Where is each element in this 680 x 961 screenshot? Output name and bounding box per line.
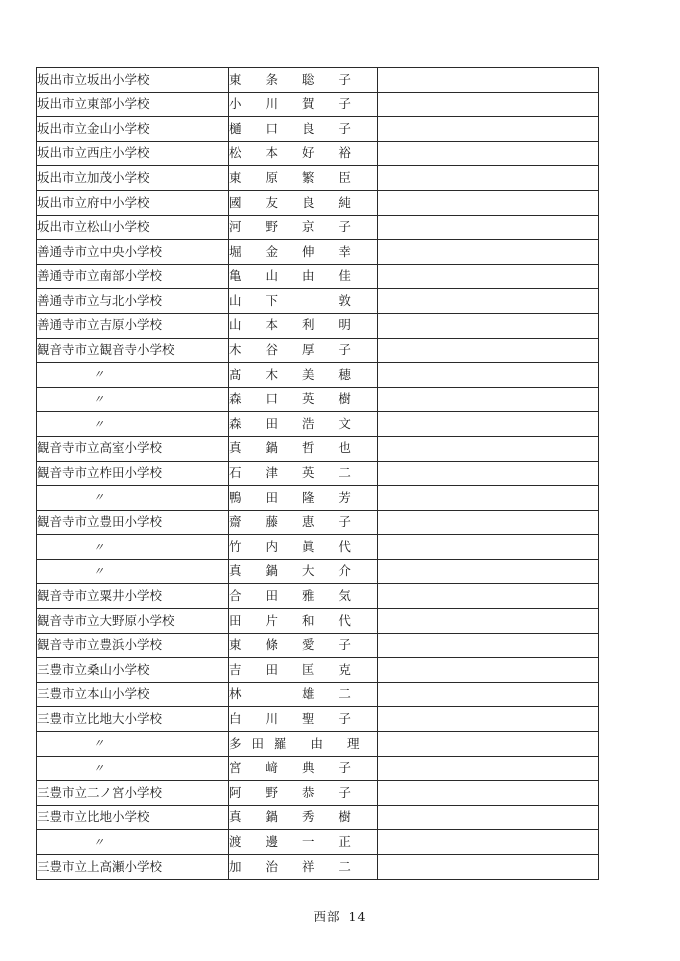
name-cell: 齋 藤 恵 子 xyxy=(229,510,378,535)
name-cell: 森 田 浩 文 xyxy=(229,412,378,437)
table-row xyxy=(37,781,599,806)
school-cell: 坂出市立加茂小学校 xyxy=(37,166,229,191)
page-number: 14 xyxy=(348,909,367,924)
school-cell: 三豊市立比地大小学校 xyxy=(37,707,229,732)
school-cell: 観音寺市立豊田小学校 xyxy=(37,510,229,535)
table-row xyxy=(37,805,599,830)
table-row xyxy=(37,68,599,93)
school-cell: 観音寺市立高室小学校 xyxy=(37,436,229,461)
note-cell xyxy=(378,240,599,265)
school-cell: 観音寺市立柞田小学校 xyxy=(37,461,229,486)
table-row xyxy=(37,510,599,535)
school-cell: 観音寺市立観音寺小学校 xyxy=(37,338,229,363)
name-cell: 阿 野 恭 子 xyxy=(229,781,378,806)
note-cell xyxy=(378,289,599,314)
school-cell: 坂出市立東部小学校 xyxy=(37,92,229,117)
table-row xyxy=(37,756,599,781)
table-row xyxy=(37,682,599,707)
table-row xyxy=(37,584,599,609)
table-row xyxy=(37,215,599,240)
name-cell: 松 本 好 裕 xyxy=(229,141,378,166)
name-cell: 堀 金 伸 幸 xyxy=(229,240,378,265)
table-row xyxy=(37,559,599,584)
table-row xyxy=(37,830,599,855)
table-row xyxy=(37,855,599,880)
table-row xyxy=(37,707,599,732)
name-cell: 國 友 良 純 xyxy=(229,190,378,215)
note-cell xyxy=(378,781,599,806)
name-cell: 渡 邊 一 正 xyxy=(229,830,378,855)
table-row xyxy=(37,240,599,265)
name-cell: 森 口 英 樹 xyxy=(229,387,378,412)
name-cell: 亀 山 由 佳 xyxy=(229,264,378,289)
table-row xyxy=(37,92,599,117)
school-cell: 三豊市立二ノ宮小学校 xyxy=(37,781,229,806)
note-cell xyxy=(378,633,599,658)
note-cell xyxy=(378,584,599,609)
table-row xyxy=(37,535,599,560)
name-cell: 白 川 聖 子 xyxy=(229,707,378,732)
note-cell xyxy=(378,117,599,142)
school-cell: 〃 xyxy=(37,535,229,560)
school-cell: 〃 xyxy=(37,830,229,855)
table-row xyxy=(37,732,599,757)
note-cell xyxy=(378,190,599,215)
school-cell: 善通寺市立中央小学校 xyxy=(37,240,229,265)
name-cell: 石 津 英 二 xyxy=(229,461,378,486)
school-cell: 坂出市立西庄小学校 xyxy=(37,141,229,166)
table-row xyxy=(37,412,599,437)
footer-section: 西部 xyxy=(313,909,341,924)
name-cell: 真 鍋 哲 也 xyxy=(229,436,378,461)
name-cell: 多田羅 由 理 xyxy=(229,732,378,757)
school-cell: 観音寺市立粟井小学校 xyxy=(37,584,229,609)
table-row xyxy=(37,609,599,634)
table-row xyxy=(37,166,599,191)
name-cell: 宮 﨑 典 子 xyxy=(229,756,378,781)
name-cell: 木 谷 厚 子 xyxy=(229,338,378,363)
note-cell xyxy=(378,805,599,830)
name-cell: 田 片 和 代 xyxy=(229,609,378,634)
table-row xyxy=(37,633,599,658)
note-cell xyxy=(378,855,599,880)
school-cell: 三豊市立比地小学校 xyxy=(37,805,229,830)
note-cell xyxy=(378,461,599,486)
note-cell xyxy=(378,707,599,732)
name-cell: 樋 口 良 子 xyxy=(229,117,378,142)
name-cell: 真 鍋 大 介 xyxy=(229,559,378,584)
note-cell xyxy=(378,215,599,240)
table-row xyxy=(37,387,599,412)
school-cell: 〃 xyxy=(37,412,229,437)
note-cell xyxy=(378,338,599,363)
table-row xyxy=(37,313,599,338)
table-row xyxy=(37,338,599,363)
table-row xyxy=(37,141,599,166)
school-cell: 坂出市立金山小学校 xyxy=(37,117,229,142)
note-cell xyxy=(378,535,599,560)
note-cell xyxy=(378,264,599,289)
note-cell xyxy=(378,510,599,535)
school-cell: 善通寺市立南部小学校 xyxy=(37,264,229,289)
name-cell: 小 川 賀 子 xyxy=(229,92,378,117)
table-row xyxy=(37,363,599,388)
table-row xyxy=(37,486,599,511)
school-cell: 〃 xyxy=(37,486,229,511)
name-cell: 合 田 雅 気 xyxy=(229,584,378,609)
note-cell xyxy=(378,756,599,781)
name-cell: 髙 木 美 穂 xyxy=(229,363,378,388)
name-cell: 鴨 田 隆 芳 xyxy=(229,486,378,511)
name-cell: 竹 内 眞 代 xyxy=(229,535,378,560)
school-cell: 〃 xyxy=(37,732,229,757)
name-cell: 河 野 京 子 xyxy=(229,215,378,240)
note-cell xyxy=(378,313,599,338)
table-row xyxy=(37,436,599,461)
school-cell: 三豊市立本山小学校 xyxy=(37,682,229,707)
name-cell: 東 条 聡 子 xyxy=(229,68,378,93)
school-cell: 観音寺市立大野原小学校 xyxy=(37,609,229,634)
name-cell: 林 雄 二 xyxy=(229,682,378,707)
roster-body xyxy=(37,68,599,880)
name-cell: 真 鍋 秀 樹 xyxy=(229,805,378,830)
table-row xyxy=(37,117,599,142)
note-cell xyxy=(378,732,599,757)
school-cell: 三豊市立桑山小学校 xyxy=(37,658,229,683)
page-footer xyxy=(0,907,680,925)
note-cell xyxy=(378,412,599,437)
note-cell xyxy=(378,166,599,191)
table-row xyxy=(37,461,599,486)
note-cell xyxy=(378,92,599,117)
school-cell: 〃 xyxy=(37,756,229,781)
table-row xyxy=(37,289,599,314)
name-cell: 吉 田 匡 克 xyxy=(229,658,378,683)
table-row xyxy=(37,264,599,289)
school-cell: 観音寺市立豊浜小学校 xyxy=(37,633,229,658)
name-cell: 加 治 祥 二 xyxy=(229,855,378,880)
school-cell: 〃 xyxy=(37,559,229,584)
school-cell: 三豊市立上高瀬小学校 xyxy=(37,855,229,880)
school-cell: 〃 xyxy=(37,363,229,388)
school-cell: 坂出市立府中小学校 xyxy=(37,190,229,215)
note-cell xyxy=(378,559,599,584)
note-cell xyxy=(378,141,599,166)
note-cell xyxy=(378,609,599,634)
note-cell xyxy=(378,682,599,707)
name-cell: 山 下 敦 xyxy=(229,289,378,314)
note-cell xyxy=(378,68,599,93)
name-cell: 東 條 愛 子 xyxy=(229,633,378,658)
table-row xyxy=(37,190,599,215)
note-cell xyxy=(378,363,599,388)
school-cell: 善通寺市立与北小学校 xyxy=(37,289,229,314)
note-cell xyxy=(378,658,599,683)
school-cell: 坂出市立松山小学校 xyxy=(37,215,229,240)
school-cell: 善通寺市立吉原小学校 xyxy=(37,313,229,338)
note-cell xyxy=(378,387,599,412)
note-cell xyxy=(378,830,599,855)
school-cell: 坂出市立坂出小学校 xyxy=(37,68,229,93)
name-cell: 東 原 繁 臣 xyxy=(229,166,378,191)
name-cell: 山 本 利 明 xyxy=(229,313,378,338)
note-cell xyxy=(378,436,599,461)
note-cell xyxy=(378,486,599,511)
school-cell: 〃 xyxy=(37,387,229,412)
table-row xyxy=(37,658,599,683)
staff-roster-table xyxy=(36,67,599,880)
